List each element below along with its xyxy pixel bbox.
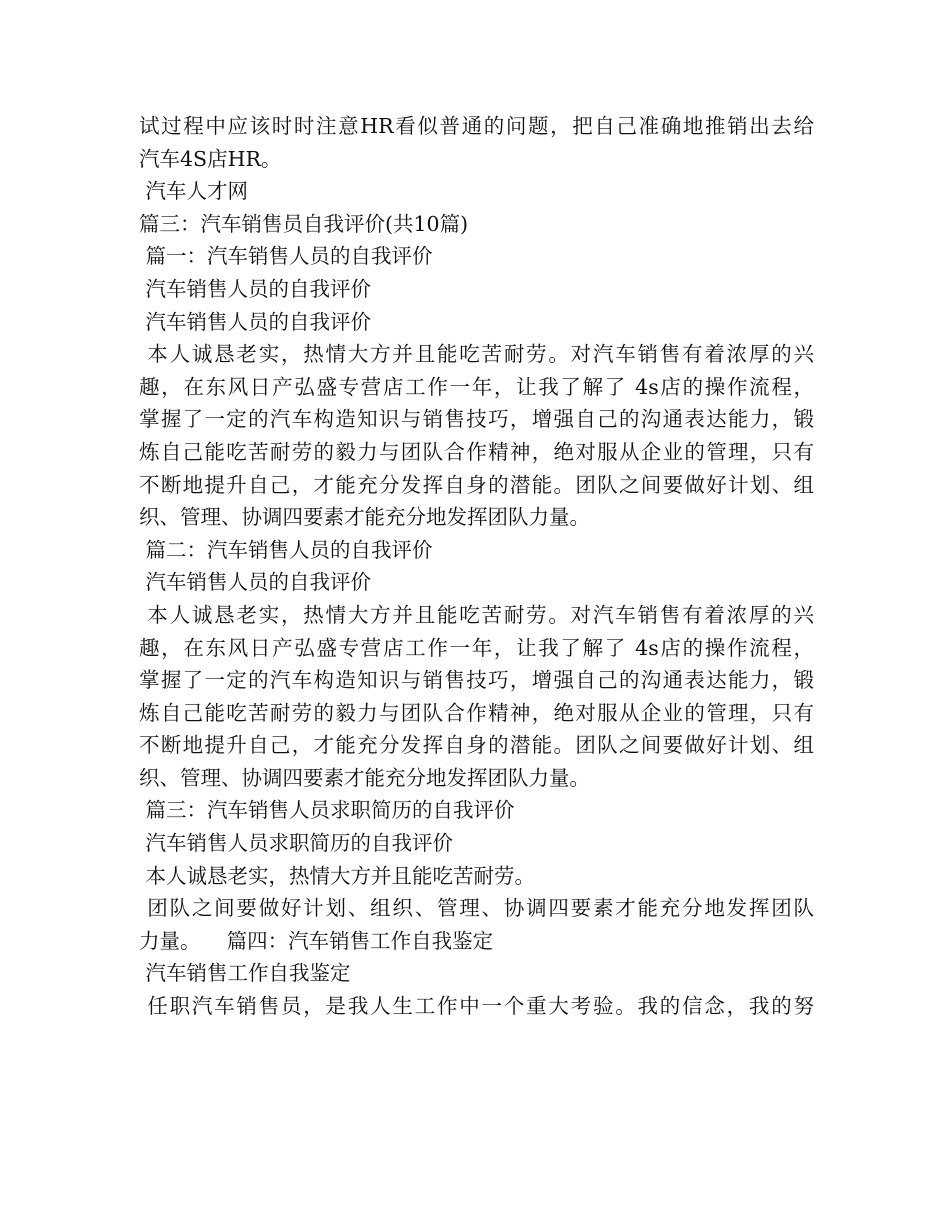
paragraph-line: 本人诚恳老实，热情大方并且能吃苦耐劳。对汽车销售有着浓厚的兴 bbox=[139, 602, 814, 627]
text-line: 汽车人才网 bbox=[139, 179, 249, 204]
paragraph-line: 织、管理、协调四要素才能充分地发挥团队力量。 bbox=[139, 765, 590, 790]
paragraph-line: 团队之间要做好计划、组织、管理、协调四要素才能充分地发挥团队 bbox=[139, 896, 814, 921]
paragraph-line: 本人诚恳老实，热情大方并且能吃苦耐劳。对汽车销售有着浓厚的兴 bbox=[139, 342, 814, 367]
paragraph-line: 掌握了一定的汽车构造知识与销售技巧，增强自己的沟通表达能力，锻 bbox=[139, 668, 814, 693]
paragraph-line: 趣，在东风日产弘盛专营店工作一年，让我了解了 4s店的操作流程， bbox=[139, 635, 814, 660]
section-heading: 篇三：汽车销售员自我评价(共10篇) bbox=[139, 211, 469, 236]
paragraph-line: 力量。 篇四：汽车销售工作自我鉴定 bbox=[139, 928, 494, 953]
text-line: 汽车销售人员求职简历的自我评价 bbox=[139, 831, 454, 856]
paragraph-line: 掌握了一定的汽车构造知识与销售技巧，增强自己的沟通表达能力，锻 bbox=[139, 407, 814, 432]
sub-heading: 篇一：汽车销售人员的自我评价 bbox=[139, 244, 433, 269]
text-line: 汽车销售人员的自我评价 bbox=[139, 570, 372, 595]
text-line: 汽车4S店HR。 bbox=[139, 146, 282, 171]
paragraph-line: 趣，在东风日产弘盛专营店工作一年，让我了解了 4s店的操作流程， bbox=[139, 374, 814, 399]
paragraph-line: 织、管理、协调四要素才能充分地发挥团队力量。 bbox=[139, 505, 590, 530]
paragraph-line: 炼自己能吃苦耐劳的毅力与团队合作精神，绝对服从企业的管理，只有 bbox=[139, 439, 814, 464]
paragraph-line: 任职汽车销售员，是我人生工作中一个重大考验。我的信念，我的努 bbox=[139, 994, 814, 1019]
document-page bbox=[139, 110, 814, 1023]
text-line: 汽车销售人员的自我评价 bbox=[139, 276, 372, 301]
text-line: 试过程中应该时时注意HR看似普通的问题，把自己准确地推销出去给 bbox=[139, 114, 814, 138]
text-line: 汽车销售工作自我鉴定 bbox=[139, 961, 351, 986]
text-line: 汽车销售人员的自我评价 bbox=[139, 309, 372, 334]
sub-heading: 篇三：汽车销售人员求职简历的自我评价 bbox=[139, 798, 515, 823]
paragraph-line: 不断地提升自己，才能充分发挥自身的潜能。团队之间要做好计划、组 bbox=[139, 472, 814, 497]
sub-heading: 篇二：汽车销售人员的自我评价 bbox=[139, 537, 433, 562]
paragraph-line: 本人诚恳老实，热情大方并且能吃苦耐劳。 bbox=[139, 863, 536, 888]
paragraph-line: 不断地提升自己，才能充分发挥自身的潜能。团队之间要做好计划、组 bbox=[139, 733, 814, 758]
paragraph-line: 炼自己能吃苦耐劳的毅力与团队合作精神，绝对服从企业的管理，只有 bbox=[139, 700, 814, 725]
